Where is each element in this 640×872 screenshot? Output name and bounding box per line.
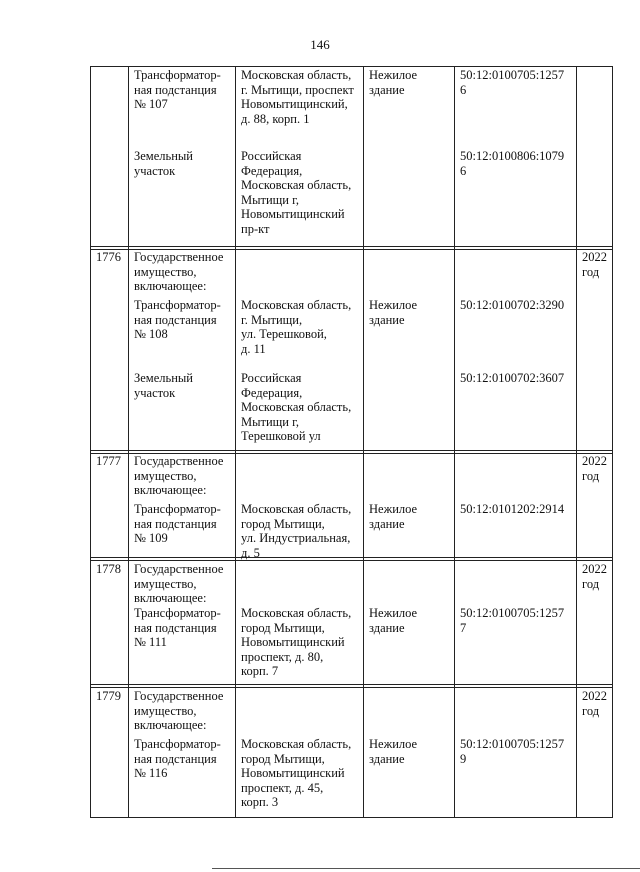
cadastral-number — [460, 606, 564, 635]
object-address — [241, 371, 351, 444]
group-header — [134, 454, 223, 498]
cadastral-number — [460, 149, 564, 178]
column-divider — [235, 66, 236, 818]
object-address-line: Новомытищинский — [241, 635, 345, 650]
object-address-line: Мытищи г, — [241, 414, 299, 429]
object-name — [134, 149, 193, 178]
row-number: 1779 — [96, 689, 121, 703]
cadastral-number-line: 50:12:0100702:3290 — [460, 298, 565, 312]
object-address-line: Московская область, — [241, 737, 352, 751]
object-address-line: д. 88, корп. 1 — [241, 111, 310, 126]
object-address-line: ул. Индустриальная, — [241, 531, 351, 546]
object-address-line: Московская область, — [241, 178, 352, 193]
object-address-line: Российская — [241, 371, 302, 385]
object-name — [134, 502, 221, 546]
group-header — [134, 250, 223, 294]
object-address-line: Московская область, — [241, 400, 352, 415]
row-divider — [90, 557, 613, 558]
object-type — [369, 737, 417, 766]
object-address-line: д. 11 — [241, 341, 266, 356]
page-number: 146 — [310, 37, 330, 52]
cadastral-number-line: 6 — [460, 163, 467, 178]
object-name-line: Трансформатор- — [134, 502, 221, 516]
row-divider — [90, 450, 613, 451]
object-address — [241, 298, 351, 356]
footer-rule — [212, 868, 640, 869]
object-name — [134, 737, 221, 781]
cadastral-number-line: 50:12:0100806:1079 — [460, 149, 565, 163]
object-address-line: Федерация, — [241, 385, 303, 400]
object-name-line: ная подстанция — [134, 751, 217, 766]
group-header-line: Государственное — [134, 562, 224, 576]
object-type-line: здание — [369, 82, 405, 97]
column-divider — [363, 66, 364, 818]
object-address-line: проспект, д. 80, — [241, 649, 324, 664]
row-divider — [90, 817, 613, 818]
object-name-line: ная подстанция — [134, 312, 217, 327]
cadastral-number-line: 50:12:0100705:1257 — [460, 737, 565, 751]
object-name — [134, 606, 221, 650]
object-name-line: № 116 — [134, 766, 168, 781]
object-name-line: № 107 — [134, 97, 168, 112]
object-address-line: корп. 7 — [241, 664, 279, 679]
group-header-line: имущество, — [134, 576, 197, 591]
year-cell-line: 2022 — [582, 689, 607, 703]
object-name-line: Трансформатор- — [134, 606, 221, 620]
year-cell-line: год — [582, 264, 600, 279]
year-cell — [582, 250, 607, 279]
row-divider — [90, 687, 613, 688]
group-header-line: Государственное — [134, 689, 224, 703]
cadastral-number — [460, 737, 564, 766]
object-name-line: Трансформатор- — [134, 68, 221, 82]
object-address-line: Московская область, — [241, 68, 352, 82]
cadastral-number-line: 50:12:0101202:2914 — [460, 502, 565, 516]
object-name-line: Земельный — [134, 371, 193, 385]
group-header-line: Государственное — [134, 250, 224, 264]
group-header-line: включающее: — [134, 279, 207, 294]
object-type-line: Нежилое — [369, 606, 418, 620]
object-address-line: Московская область, — [241, 606, 352, 620]
object-address-line: корп. 3 — [241, 795, 279, 810]
cadastral-number — [460, 298, 564, 313]
year-cell — [582, 689, 607, 718]
group-header-line: имущество, — [134, 468, 197, 483]
object-type-line: здание — [369, 516, 405, 531]
column-divider — [454, 66, 455, 818]
object-address-line: Новомытищинский, — [241, 97, 348, 112]
cadastral-number-line: 6 — [460, 82, 467, 97]
cadastral-number-line: 7 — [460, 620, 467, 635]
object-address-line: Мытищи г, — [241, 192, 299, 207]
column-divider — [612, 66, 613, 818]
year-cell-line: год — [582, 468, 600, 483]
object-name — [134, 371, 193, 400]
group-header — [134, 689, 223, 733]
object-type-line: здание — [369, 620, 405, 635]
object-address-line: г. Мытищи, — [241, 312, 303, 327]
object-address — [241, 68, 354, 126]
object-address-line: Новомытищинский — [241, 207, 345, 222]
group-header-line: имущество, — [134, 703, 197, 718]
object-address-line: город Мытищи, — [241, 516, 325, 531]
object-name-line: ная подстанция — [134, 620, 217, 635]
object-type-line: Нежилое — [369, 298, 418, 312]
object-address-line: Федерация, — [241, 163, 303, 178]
year-cell-line: год — [582, 703, 600, 718]
year-cell — [582, 454, 607, 483]
object-address — [241, 737, 351, 810]
group-header-line: включающее: — [134, 591, 207, 606]
row-divider — [90, 246, 613, 247]
object-name-line: ная подстанция — [134, 82, 217, 97]
object-name-line: Трансформатор- — [134, 737, 221, 751]
object-type-line: Нежилое — [369, 502, 418, 516]
object-name — [134, 68, 221, 112]
object-type — [369, 68, 417, 97]
row-number: 1777 — [96, 454, 121, 468]
object-address-line: г. Мытищи, проспект — [241, 82, 354, 97]
object-address-line: Терешковой ул — [241, 429, 321, 444]
object-address-line: проспект, д. 45, — [241, 780, 324, 795]
object-name-line: № 108 — [134, 327, 168, 342]
column-divider — [128, 66, 129, 818]
year-cell-line: 2022 — [582, 250, 607, 264]
group-header-line: включающее: — [134, 483, 207, 498]
object-address-line: Московская область, — [241, 502, 352, 516]
year-cell-line: год — [582, 576, 600, 591]
group-header-line: включающее: — [134, 718, 207, 733]
cadastral-number — [460, 68, 564, 97]
row-number: 1776 — [96, 250, 121, 264]
row-divider — [90, 560, 613, 561]
object-address-line: Российская — [241, 149, 302, 163]
object-type-line: Нежилое — [369, 68, 418, 82]
object-address-line: Московская область, — [241, 298, 352, 312]
cadastral-number-line: 50:12:0100705:1257 — [460, 606, 565, 620]
group-header — [134, 562, 223, 606]
object-address-line: д. 5 — [241, 545, 260, 560]
object-name-line: № 111 — [134, 635, 167, 650]
object-address — [241, 606, 351, 679]
object-name-line: Земельный — [134, 149, 193, 163]
object-name-line: № 109 — [134, 531, 168, 546]
cadastral-number — [460, 371, 564, 386]
object-type-line: здание — [369, 751, 405, 766]
object-address-line: город Мытищи, — [241, 751, 325, 766]
cadastral-number-line: 9 — [460, 751, 467, 766]
object-type — [369, 606, 417, 635]
object-name-line: Трансформатор- — [134, 298, 221, 312]
object-type-line: Нежилое — [369, 737, 418, 751]
object-type — [369, 502, 417, 531]
cadastral-number — [460, 502, 564, 517]
object-type — [369, 298, 417, 327]
column-divider — [90, 66, 91, 818]
year-cell-line: 2022 — [582, 562, 607, 576]
object-name-line: участок — [134, 385, 176, 400]
object-address-line: пр-кт — [241, 221, 270, 236]
object-address-line: Новомытищинский — [241, 766, 345, 781]
object-address-line: ул. Терешковой, — [241, 327, 327, 342]
column-divider — [576, 66, 577, 818]
object-address — [241, 149, 351, 237]
group-header-line: Государственное — [134, 454, 224, 468]
cadastral-number-line: 50:12:0100705:1257 — [460, 68, 565, 82]
year-cell-line: 2022 — [582, 454, 607, 468]
year-cell — [582, 562, 607, 591]
object-address — [241, 502, 351, 560]
row-divider — [90, 66, 613, 67]
object-type-line: здание — [369, 312, 405, 327]
object-name — [134, 298, 221, 342]
cadastral-number-line: 50:12:0100702:3607 — [460, 371, 565, 385]
object-name-line: ная подстанция — [134, 516, 217, 531]
object-name-line: участок — [134, 163, 176, 178]
group-header-line: имущество, — [134, 264, 197, 279]
row-number: 1778 — [96, 562, 121, 576]
row-divider — [90, 684, 613, 685]
object-address-line: город Мытищи, — [241, 620, 325, 635]
